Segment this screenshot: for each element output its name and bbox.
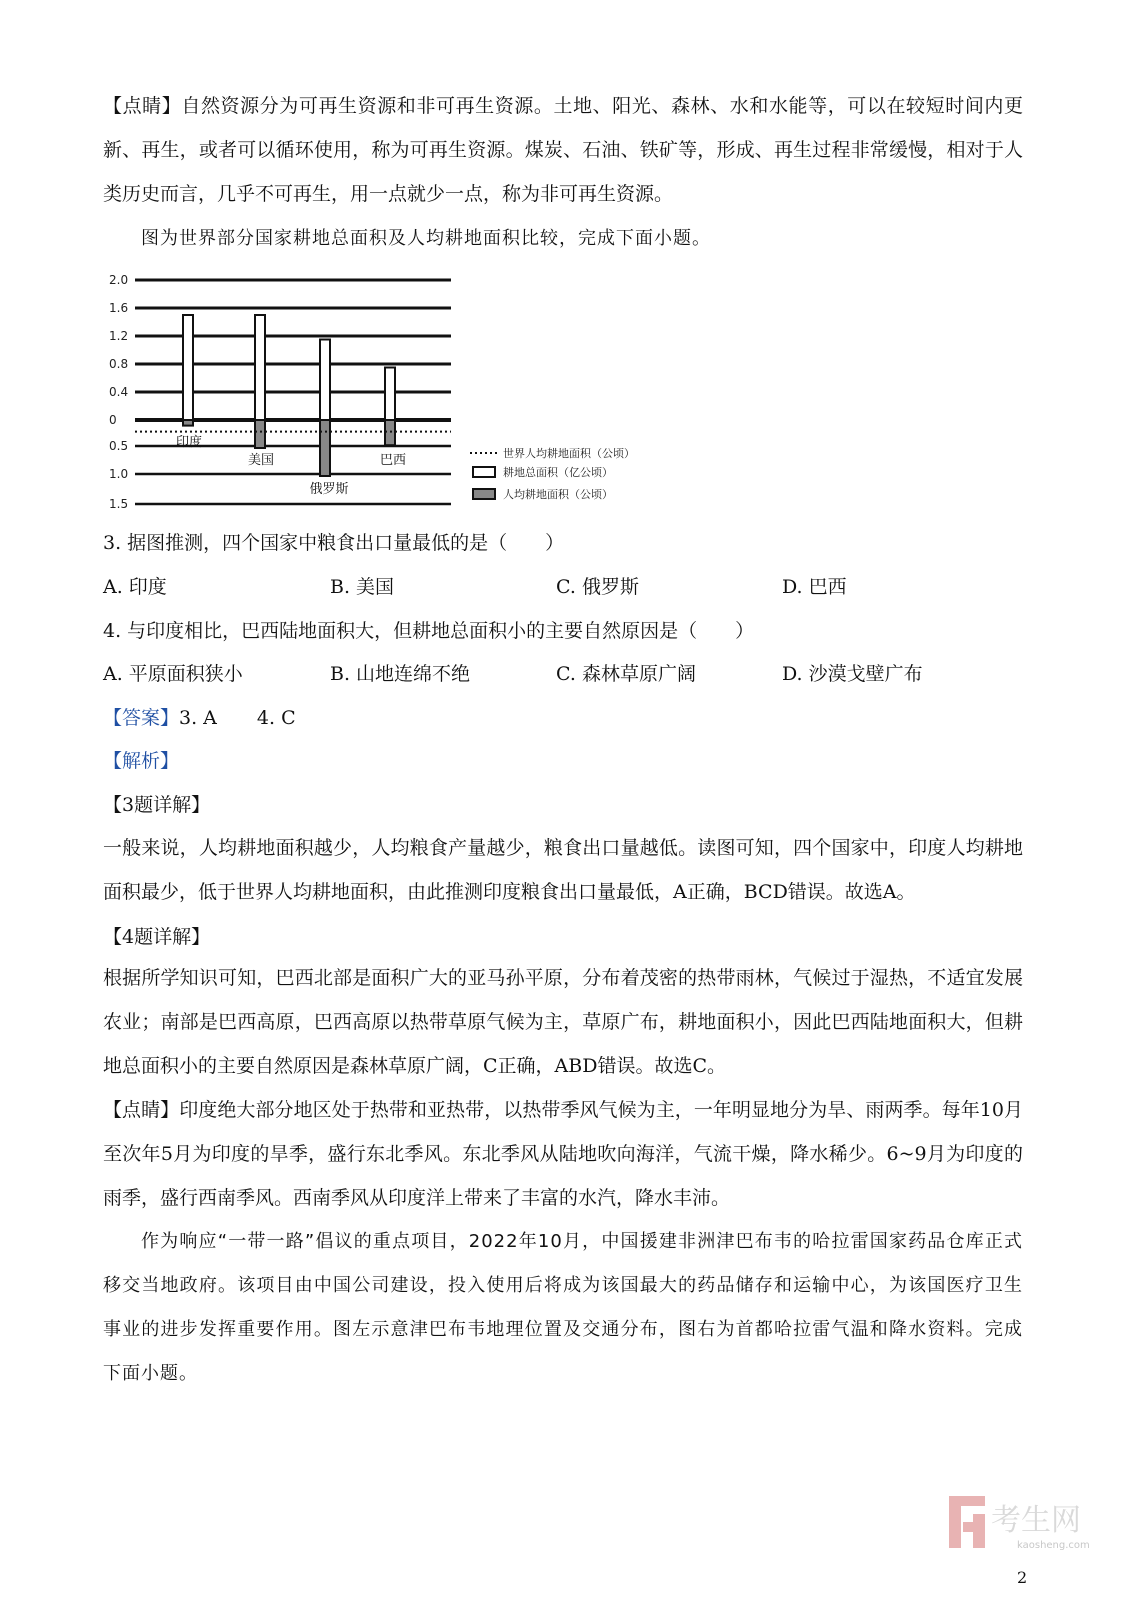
- answer-tag: 【答案】: [103, 707, 180, 729]
- q4-option-a: A. 平原面积狭小: [103, 663, 243, 685]
- y-tick-upper-3: 0.8: [109, 357, 129, 371]
- kaosheng-watermark-logo: [947, 1488, 1097, 1558]
- dianjing-2-text: 印度绝大部分地区处于热带和亚热带，以热带季风气候为主，一年明显地分为旱、雨两季。每年10月至次年5月为印度的旱季，盛行东北季风。东北季风从陆地吹向海洋，气流干燥，降水稀少。6~9月为印度的雨季，盛行西南季风。西南季风从印度洋上带来了丰富的水汽，降水丰沛。: [103, 1099, 1023, 1209]
- dianjing-tag: 【点睛】: [103, 95, 182, 117]
- analysis-tag: 【解析】: [103, 750, 180, 772]
- answer-3: 3. A: [179, 707, 217, 729]
- q4-option-b: B. 山地连绵不绝: [330, 663, 471, 685]
- chart-intro: 图为世界部分国家耕地总面积及人均耕地面积比较，完成下面小题。: [141, 228, 711, 249]
- legend-label-world-average: 世界人均耕地面积（公顷）: [503, 447, 635, 460]
- chart-category-labels: [176, 434, 406, 497]
- farmland-chart: [103, 268, 663, 518]
- question-3-stem: 3. 据图推测，四个国家中粮食出口量最低的是（ ）: [103, 532, 565, 554]
- bar-total-area-2: [320, 340, 330, 421]
- dianjing-paragraph-1: [103, 84, 1023, 216]
- q4-option-d: D. 沙漠戈壁广布: [782, 663, 923, 685]
- question-4-stem: 4. 与印度相比，巴西陆地面积大，但耕地总面积小的主要自然原因是（ ）: [103, 620, 755, 642]
- bar-per-capita-2: [320, 420, 330, 476]
- chart-legend: [470, 446, 635, 501]
- category-label-0: 印度: [175, 435, 203, 450]
- bar-total-area-1: [255, 315, 265, 420]
- detail-4-text: 根据所学知识可知，巴西北部是面积广大的亚马孙平原，分布着茂密的热带雨林，气候过于湿热，不适宜发展农业；南部是巴西高原，巴西高原以热带草原气候为主，草原广布，耕地面积小，因此巴西陆地面积大，但耕地总面积小的主要自然原因是森林草原广阔，C正确，ABD错误。故选C。: [103, 967, 1023, 1077]
- y-tick-upper-5: 0: [109, 413, 117, 427]
- y-tick-upper-0: 2.0: [109, 273, 129, 287]
- chart-tick-labels: [109, 273, 128, 511]
- legend-white-swatch: [473, 467, 495, 477]
- detail-4-title: 【4题详解】: [103, 926, 211, 948]
- dianjing-2-tag: 【点睛】: [103, 1099, 180, 1121]
- legend-label-total-area: 耕地总面积（亿公顷）: [503, 466, 613, 479]
- y-tick-upper-1: 1.6: [109, 301, 129, 315]
- q4-option-c: C. 森林草原广阔: [556, 663, 696, 685]
- bar-per-capita-0: [183, 420, 193, 426]
- legend-gray-swatch: [473, 489, 495, 499]
- watermark-mark-icon: [949, 1496, 985, 1548]
- q3-option-b: B. 美国: [330, 576, 395, 598]
- page-number: 2: [1017, 1568, 1028, 1587]
- detail-3-title: 【3题详解】: [103, 794, 211, 816]
- q3-option-c: C. 俄罗斯: [556, 576, 639, 598]
- y-tick-upper-4: 0.4: [109, 385, 129, 399]
- dianjing-text: 自然资源分为可再生资源和非可再生资源。土地、阳光、森林、水和水能等，可以在较短时间内更新、再生，或者可以循环使用，称为可再生资源。煤炭、石油、铁矿等，形成、再生过程非常缓慢，相对于人类历史而言，几乎不可再生，用一点就少一点，称为非可再生资源。: [103, 95, 1023, 205]
- bar-total-area-0: [183, 315, 193, 420]
- answer-line: [103, 705, 296, 731]
- category-label-1: 美国: [247, 453, 275, 468]
- category-label-3: 巴西: [379, 453, 407, 468]
- answer-4: 4. C: [256, 707, 296, 729]
- bar-total-area-3: [385, 368, 395, 421]
- q3-option-d: D. 巴西: [782, 576, 847, 598]
- y-tick-upper-2: 1.2: [109, 329, 129, 343]
- y-tick-lower-2: 1.5: [109, 497, 129, 511]
- category-label-2: 俄罗斯: [309, 482, 349, 497]
- q3-option-a: A. 印度: [103, 576, 167, 598]
- y-tick-lower-0: 0.5: [109, 439, 129, 453]
- watermark-text-cn: 考生网: [991, 1503, 1081, 1538]
- detail-3-text: 一般来说，人均耕地面积越少，人均粮食产量越少，粮食出口量越低。读图可知，四个国家中，印度人均耕地面积最少，低于世界人均耕地面积，由此推测印度粮食出口量最低，A正确，BCD错误。故选A。: [103, 837, 1023, 903]
- bar-per-capita-3: [385, 420, 395, 445]
- y-tick-lower-1: 1.0: [109, 467, 129, 481]
- bar-per-capita-1: [255, 420, 265, 448]
- watermark-text-en: kaosheng.com: [1017, 1540, 1090, 1551]
- legend-label-per-capita: 人均耕地面积（公顷）: [503, 488, 613, 501]
- chart-bars: [183, 315, 395, 476]
- zimbabwe-intro: 作为响应“一带一路”倡议的重点项目，2022年10月，中国援建非洲津巴布韦的哈拉雷国家药品仓库正式移交当地政府。该项目由中国公司建设，投入使用后将成为该国最大的药品储存和运输中心，为该国医疗卫生事业的进步发挥重要作用。图左示意津巴布韦地理位置及交通分布，图右为首都哈拉雷气温和降水资料。完成下面小题。: [103, 1231, 1023, 1384]
- dianjing-paragraph-2: [103, 1088, 1023, 1220]
